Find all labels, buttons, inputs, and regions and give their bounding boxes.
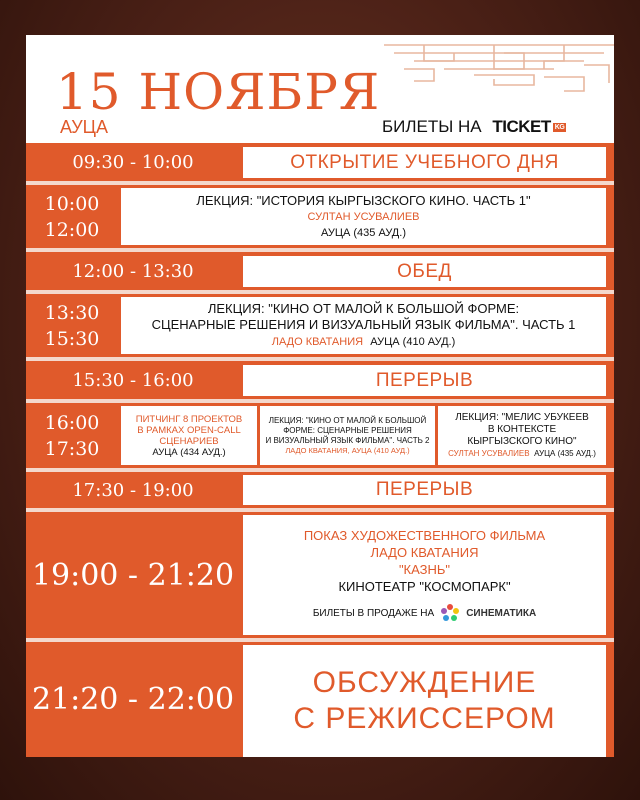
event-pitching bbox=[121, 406, 257, 465]
lecture-line3: КЫРГЫЗСКОГО КИНО" bbox=[467, 435, 577, 447]
venue-label: АУЦА bbox=[60, 117, 108, 137]
speaker-name: СУЛТАН УСУВАЛИЕВ bbox=[448, 448, 530, 458]
time-slot: 15:30 - 16:00 bbox=[72, 369, 194, 391]
time-slot bbox=[26, 294, 118, 357]
lecture-line1: ЛЕКЦИЯ: "КИНО ОТ МАЛОЙ К БОЛЬШОЙ bbox=[268, 415, 427, 425]
event-break-2: ПЕРЕРЫВ bbox=[243, 475, 606, 505]
cinematica-brand[interactable]: СИНЕМАТИКА bbox=[466, 607, 537, 619]
pitch-line3: СЦЕНАРИЕВ bbox=[159, 435, 219, 447]
lecture-line3: И ВИЗУАЛЬНЫЙ ЯЗЫК ФИЛЬМА". ЧАСТЬ 2 bbox=[265, 435, 430, 445]
tickets-text: БИЛЕТЫ НА bbox=[382, 117, 482, 136]
room-label: АУЦА (434 АУД.) bbox=[152, 446, 226, 458]
lecture-line2: ФОРМЕ: СЦЕНАРНЫЕ РЕШЕНИЯ bbox=[283, 425, 412, 435]
schedule-poster bbox=[26, 35, 614, 757]
time-slot: 19:00 - 21:20 bbox=[31, 557, 235, 593]
event-break: ПЕРЕРЫВ bbox=[243, 365, 606, 396]
event-lunch: ОБЕД bbox=[243, 256, 606, 287]
time-start: 13:30 bbox=[44, 301, 100, 324]
cinematica-logo-icon bbox=[440, 603, 460, 623]
cinema-name: КИНОТЕАТР "КОСМОПАРК" bbox=[338, 579, 511, 594]
time-slot: 17:30 - 19:00 bbox=[72, 479, 194, 501]
speaker-name: СУЛТАН УСУВАЛИЕВ bbox=[307, 210, 420, 223]
speaker-name: ЛАДО КВАТАНИЯ, АУЦА (410 АУД.) bbox=[285, 445, 410, 455]
time-slot bbox=[26, 403, 118, 468]
lecture-line2: В КОНТЕКСТЕ bbox=[487, 423, 557, 435]
time-slot: 21:20 - 22:00 bbox=[31, 682, 235, 717]
event-opening: ОТКРЫТИЕ УЧЕБНОГО ДНЯ bbox=[243, 147, 606, 178]
time-start: 10:00 bbox=[44, 192, 100, 215]
event-date: 15 НОЯБРЯ bbox=[56, 63, 381, 121]
time-slot: 12:00 - 13:30 bbox=[72, 260, 194, 282]
event-screening bbox=[243, 515, 606, 635]
ticket-logo[interactable] bbox=[492, 117, 566, 137]
room-label: АУЦА (435 АУД.) bbox=[321, 226, 406, 239]
lecture-line1: ЛЕКЦИЯ: "МЕЛИС УБУКЕЕВ bbox=[455, 411, 589, 423]
event-lecture-2 bbox=[121, 297, 606, 354]
event-lecture-4 bbox=[438, 406, 606, 465]
room-label: АУЦА (410 АУД.) bbox=[370, 336, 456, 348]
screening-line1: ПОКАЗ ХУДОЖЕСТВЕННОГО ФИЛЬМА bbox=[303, 528, 546, 543]
event-discussion bbox=[243, 645, 606, 757]
time-end: 17:30 bbox=[44, 437, 100, 460]
discussion-line1: ОБСУЖДЕНИЕ bbox=[312, 666, 537, 699]
lecture-title-line2: СЦЕНАРНЫЕ РЕШЕНИЯ И ВИЗУАЛЬНЫЙ ЯЗЫК ФИЛЬМА". ЧАСТЬ 1 bbox=[151, 317, 576, 332]
speaker-name: ЛАДО КВАТАНИЯ bbox=[271, 336, 364, 348]
film-title: "КАЗНЬ" bbox=[398, 562, 451, 577]
time-slot bbox=[26, 185, 118, 248]
sale-text: БИЛЕТЫ В ПРОДАЖЕ НА bbox=[312, 607, 435, 619]
tickets-info bbox=[382, 117, 566, 137]
ticket-brand: TICKET bbox=[492, 117, 551, 136]
poster-header bbox=[26, 35, 614, 143]
discussion-line2: С РЕЖИССЕРОМ bbox=[293, 702, 556, 735]
director-name: ЛАДО КВАТАНИЯ bbox=[370, 545, 479, 560]
event-lecture-3 bbox=[260, 406, 435, 465]
time-slot: 09:30 - 10:00 bbox=[72, 151, 194, 173]
ticket-tag: KG bbox=[554, 124, 565, 132]
pitch-line2: В РАМКАХ OPEN-CALL bbox=[137, 424, 241, 436]
schedule-grid bbox=[26, 143, 614, 757]
lecture-title-line1: ЛЕКЦИЯ: "КИНО ОТ МАЛОЙ К БОЛЬШОЙ ФОРМЕ: bbox=[207, 301, 520, 316]
time-start: 16:00 bbox=[44, 411, 100, 434]
event-lecture-1 bbox=[121, 188, 606, 245]
time-end: 15:30 bbox=[44, 327, 100, 350]
pitch-line1: ПИТЧИНГ 8 ПРОЕКТОВ bbox=[135, 413, 243, 425]
ornament-pattern bbox=[384, 35, 614, 105]
room-label: АУЦА (435 АУД.) bbox=[534, 448, 596, 458]
lecture-title: ЛЕКЦИЯ: "ИСТОРИЯ КЫРГЫЗСКОГО КИНО. ЧАСТЬ 1" bbox=[196, 192, 531, 208]
time-end: 12:00 bbox=[44, 218, 100, 241]
